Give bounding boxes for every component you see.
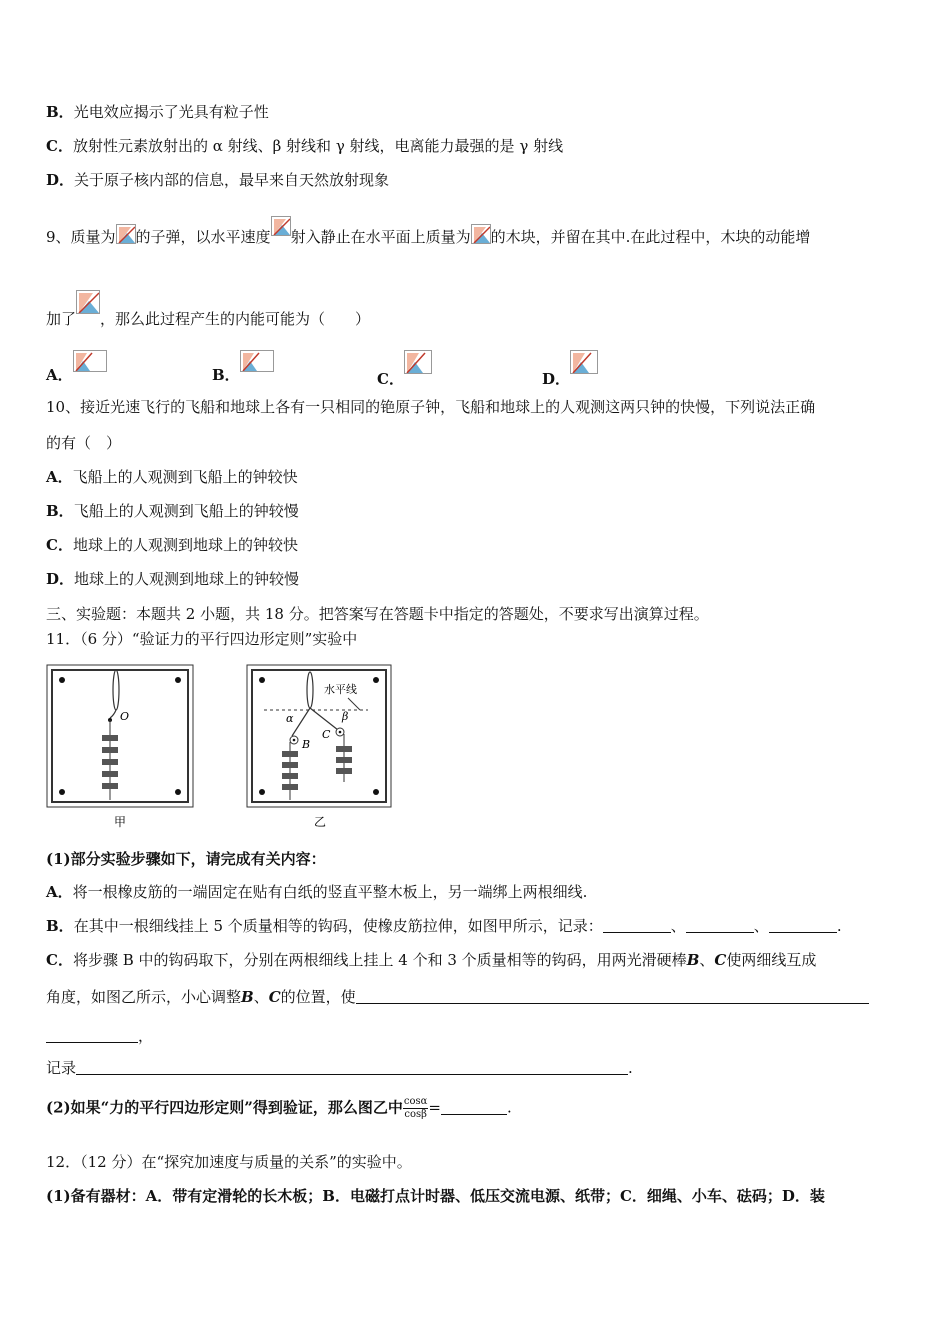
q11-step-a: A．将一根橡皮筋的一端固定在贴有白纸的竖直平整木板上，另一端绑上两根细线. (46, 883, 588, 901)
q10-option-c: C．地球上的人观测到地球上的钟较快 (46, 536, 298, 554)
answer-blank[interactable] (356, 989, 869, 1004)
answer-blank[interactable] (76, 1060, 628, 1075)
formula-image-icon (76, 290, 100, 314)
label-horizontal-line: 水平线 (324, 683, 357, 696)
label-beta: β (342, 710, 349, 723)
q10-option-d: D．地球上的人观测到地球上的钟较慢 (46, 570, 300, 588)
label-o: O (120, 710, 130, 723)
q11-part2: (2)如果“力的平行四边形定则”得到验证，那么图乙中 $\frac{\cos\alpha}{\cos\beta}$ = . (46, 1096, 512, 1120)
q10-option-b: B．飞船上的人观测到飞船上的钟较慢 (46, 502, 299, 520)
q9-stem-line2: 加了 ，那么此过程产生的内能可能为（ ） (46, 290, 370, 329)
q9-stem-line1: 9、质量为 的子弹，以水平速度 射入静止在水平面上质量为 的木块，并留在其中.在此过程中，木块的动能增 (46, 216, 810, 247)
formula-image-icon (240, 350, 274, 372)
q11-step-c-line1: C．将步骤 B 中的钩码取下，分别在两根细线上挂上 4 个和 3 个质量相等的钩码，用两光滑硬棒B、C使两细线互成 (46, 951, 817, 969)
q11-step-c-line2: 角度，如图乙所示，小心调整B、C的位置，使 (46, 987, 869, 1007)
section-heading: 三、实验题：本题共 2 小题，共 18 分。把答案写在答题卡中指定的答题处，不要求写出演算过程。 (46, 605, 709, 623)
figure-jia (44, 660, 196, 832)
answer-blank[interactable] (603, 918, 671, 933)
formula-image-icon (570, 350, 598, 374)
q8-option-b: B．光电效应揭示了光具有粒子性 (46, 103, 269, 121)
q11-step-c-line3: ， (46, 1026, 153, 1046)
label-b: B (302, 738, 311, 751)
answer-blank[interactable] (46, 1028, 138, 1043)
q12-part1: (1)备有器材：A．带有定滑轮的长木板；B．电磁打点计时器、低压交流电源、纸带；C．细绳、小车、砝码；D．装 (46, 1187, 825, 1205)
answer-blank[interactable] (441, 1100, 507, 1115)
label-c: C (322, 728, 331, 741)
answer-blank[interactable] (769, 918, 837, 933)
q11-title: 11．（6 分）“验证力的平行四边形定则”实验中 (46, 630, 358, 648)
q9-option-a: A． (46, 350, 107, 385)
label-alpha: α (286, 712, 294, 725)
caption-yi: 乙 (314, 815, 327, 829)
q9-option-c: C． (377, 350, 432, 389)
q8-option-c: C．放射性元素放射出的 α 射线、β 射线和 γ 射线，电离能力最强的是 γ 射线 (46, 137, 564, 155)
formula-image-icon (116, 224, 136, 244)
cos-ratio-fraction: $\frac{\cos\alpha}{\cos\beta}$ (403, 1096, 428, 1120)
formula-image-icon (471, 224, 491, 244)
q12-title: 12．（12 分）在“探究加速度与质量的关系”的实验中。 (46, 1153, 412, 1171)
q11-step-b: B．在其中一根细线挂上 5 个质量相等的钩码，使橡皮筋拉伸，如图甲所示，记录： 、 、 . (46, 917, 842, 935)
q8-option-d: D．关于原子核内部的信息，最早来自天然放射现象 (46, 171, 390, 189)
formula-image-icon (73, 350, 107, 372)
q11-part1: (1)部分实验步骤如下，请完成有关内容： (46, 850, 326, 868)
q10-stem-line2: 的有（ ） (46, 434, 122, 452)
q9-option-d: D． (542, 350, 598, 389)
q11-step-c-line4: 记录 . (46, 1059, 633, 1077)
caption-jia: 甲 (114, 815, 127, 829)
q10-stem-line1: 10、接近光速飞行的飞船和地球上各有一只相同的铯原子钟，飞船和地球上的人观测这两只钟的快慢，下列说法正确 (46, 398, 816, 416)
figure-yi (244, 660, 394, 832)
formula-image-icon (271, 216, 291, 236)
formula-image-icon (404, 350, 432, 374)
q9-option-b: B． (212, 350, 274, 385)
answer-blank[interactable] (686, 918, 754, 933)
q10-option-a: A．飞船上的人观测到飞船上的钟较快 (46, 468, 298, 486)
